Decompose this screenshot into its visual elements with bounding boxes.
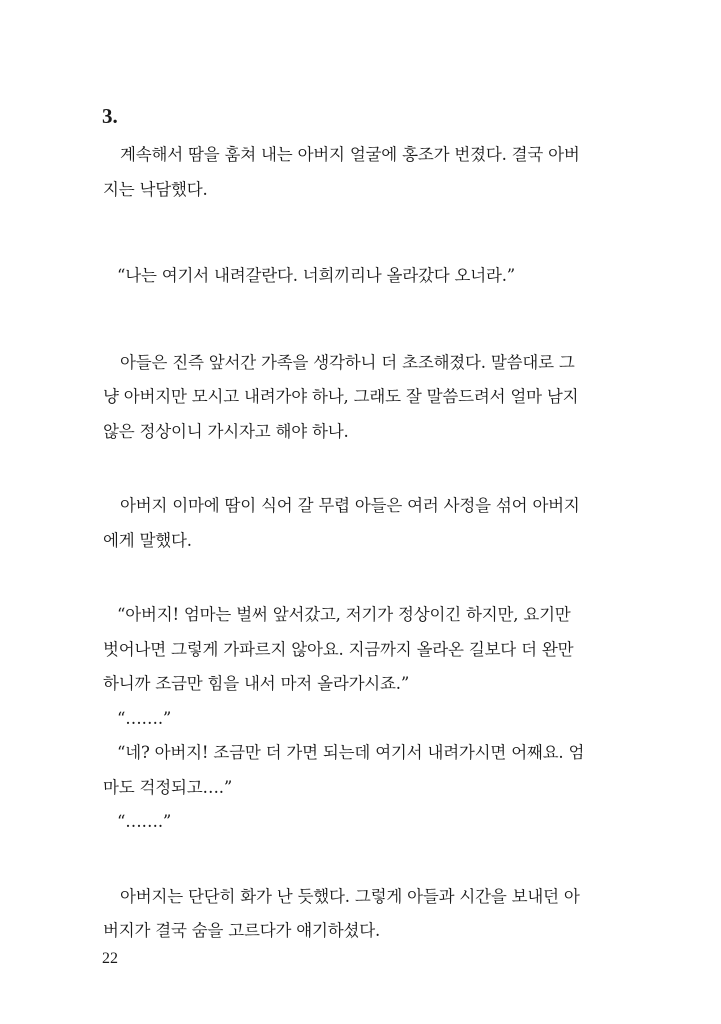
section-number: 3. <box>102 104 118 128</box>
text-line: “네? 아버지! 조금만 더 가면 되는데 여기서 내려가시면 어째요. 엄 <box>117 743 585 762</box>
paragraph-3 <box>103 346 608 450</box>
text-line: 냥 아버지만 모시고 내려가야 하나, 그래도 잘 말씀드려서 얼마 남지 <box>103 387 579 406</box>
text-line: 않은 정상이니 가시자고 해야 하나. <box>103 421 349 441</box>
text-line: “아버지! 엄마는 벌써 앞서갔고, 저기가 정상이긴 하지만, 요기만 <box>117 605 571 624</box>
text-line: “…….” <box>117 812 172 831</box>
paragraph-gap <box>103 294 608 346</box>
text-line: 아들은 진즉 앞서간 가족을 생각하니 더 초조해졌다. 말씀대로 그 <box>120 352 575 372</box>
paragraph-1 <box>103 138 608 207</box>
text-line: “…….” <box>117 708 172 728</box>
text-line: 벗어나면 그렇게 가파르지 않아요. 지금까지 올라온 길보다 더 완만 <box>103 639 574 659</box>
text-line: 에게 말했다. <box>103 530 192 550</box>
text-line: 마도 걱정되고….” <box>103 777 233 797</box>
paragraph-gap <box>103 840 608 880</box>
paragraph-gap <box>103 558 608 598</box>
page-number: 22 <box>102 950 118 967</box>
paragraph-4 <box>103 489 608 558</box>
body-text <box>103 138 608 949</box>
paragraph-gap <box>103 449 608 489</box>
text-line: 하니까 조금만 힘을 내서 마저 올라가시죠.” <box>103 674 410 693</box>
text-line: 지는 낙담했다. <box>103 179 208 199</box>
text-line: 아버지는 단단히 화가 난 듯했다. 그렇게 아들과 시간을 보내던 아 <box>120 886 580 906</box>
text-line: “나는 여기서 내려갈란다. 너희끼리나 올라갔다 오너라.” <box>117 266 516 285</box>
paragraph-6 <box>103 880 608 949</box>
text-line: 버지가 결국 숨을 고르다가 얘기하셨다. <box>103 921 381 940</box>
text-line: 계속해서 땀을 훔쳐 내는 아버지 얼굴에 홍조가 번졌다. 결국 아버 <box>120 145 580 164</box>
paragraph-5 <box>103 598 608 840</box>
paragraph-2 <box>103 259 608 294</box>
paragraph-gap <box>103 207 608 259</box>
text-line: 아버지 이마에 땀이 식어 갈 무렵 아들은 여러 사정을 섞어 아버지 <box>120 496 580 515</box>
